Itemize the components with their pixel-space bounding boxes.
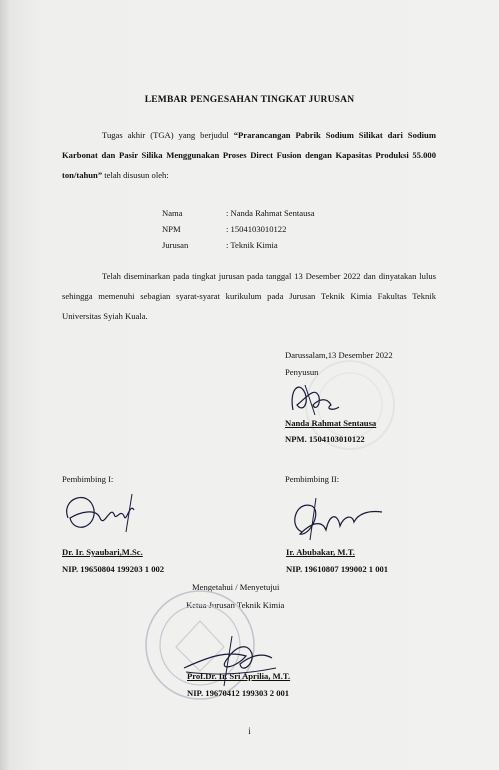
supervisor2-role: Pembimbing II: (285, 474, 340, 484)
approval-line1: Mengetahui / Menyetujui (192, 582, 280, 592)
supervisor1-nip: NIP. 19650804 199203 1 002 (62, 564, 165, 574)
field-label-jurusan: Jurusan (162, 240, 189, 250)
intro-suffix: telah disusun oleh: (102, 170, 169, 180)
author-signature (285, 375, 345, 420)
author-name: Nanda Rahmat Sentausa (285, 418, 377, 428)
field-value-npm: : 1504103010122 (226, 224, 287, 234)
page-number: i (248, 726, 251, 736)
field-label-npm: NPM (162, 224, 181, 234)
intro-paragraph (62, 125, 436, 185)
field-value-nama: : Nanda Rahmat Sentausa (226, 208, 315, 218)
intro-prefix: Tugas akhir (TGA) yang berjudul (102, 130, 234, 140)
supervisor2-name: Ir. Abubakar, M.T. (286, 547, 355, 557)
author-npm: NPM. 1504103010122 (285, 434, 365, 444)
place-date: Darussalam,13 Desember 2022 (285, 350, 393, 360)
approval-line2: Ketua Jurusan Teknik Kimia (186, 600, 285, 610)
supervisor1-role: Pembimbing I: (62, 474, 114, 484)
head-nip: NIP. 19670412 199303 2 001 (187, 688, 290, 698)
statement-paragraph: Telah diseminarkan pada tingkat jurusan pada tanggal 13 Desember 2022 dan dinyatakan lulus sehingga memenuhi sebagian syarat-syarat kurikulum pada Jurusan Teknik Kimia Fakultas Teknik Universitas Syiah Kuala. (62, 271, 436, 321)
supervisor2-nip: NIP. 19610807 199002 1 001 (286, 564, 389, 574)
page-title: LEMBAR PENGESAHAN TINGKAT JURUSAN (144, 95, 355, 105)
supervisor1-name: Dr. Ir. Syaubari,M.Sc. (62, 547, 143, 557)
author-role: Penyusun (285, 367, 319, 377)
supervisor2-signature (282, 492, 392, 547)
thesis-title: “Prarancangan Pabrik Sodium Silikat dari Sodium Karbonat dan Pasir Silika Menggunakan Proses Direct Fusion dengan Kapasitas Produksi 55.000 ton/tahun” (62, 130, 436, 180)
head-name: Prof.Dr. Ir. Sri Aprilia, M.T. (187, 671, 291, 681)
field-label-nama: Nama (162, 208, 183, 218)
field-value-jurusan: : Teknik Kimia (226, 240, 278, 250)
supervisor1-signature (60, 488, 150, 548)
